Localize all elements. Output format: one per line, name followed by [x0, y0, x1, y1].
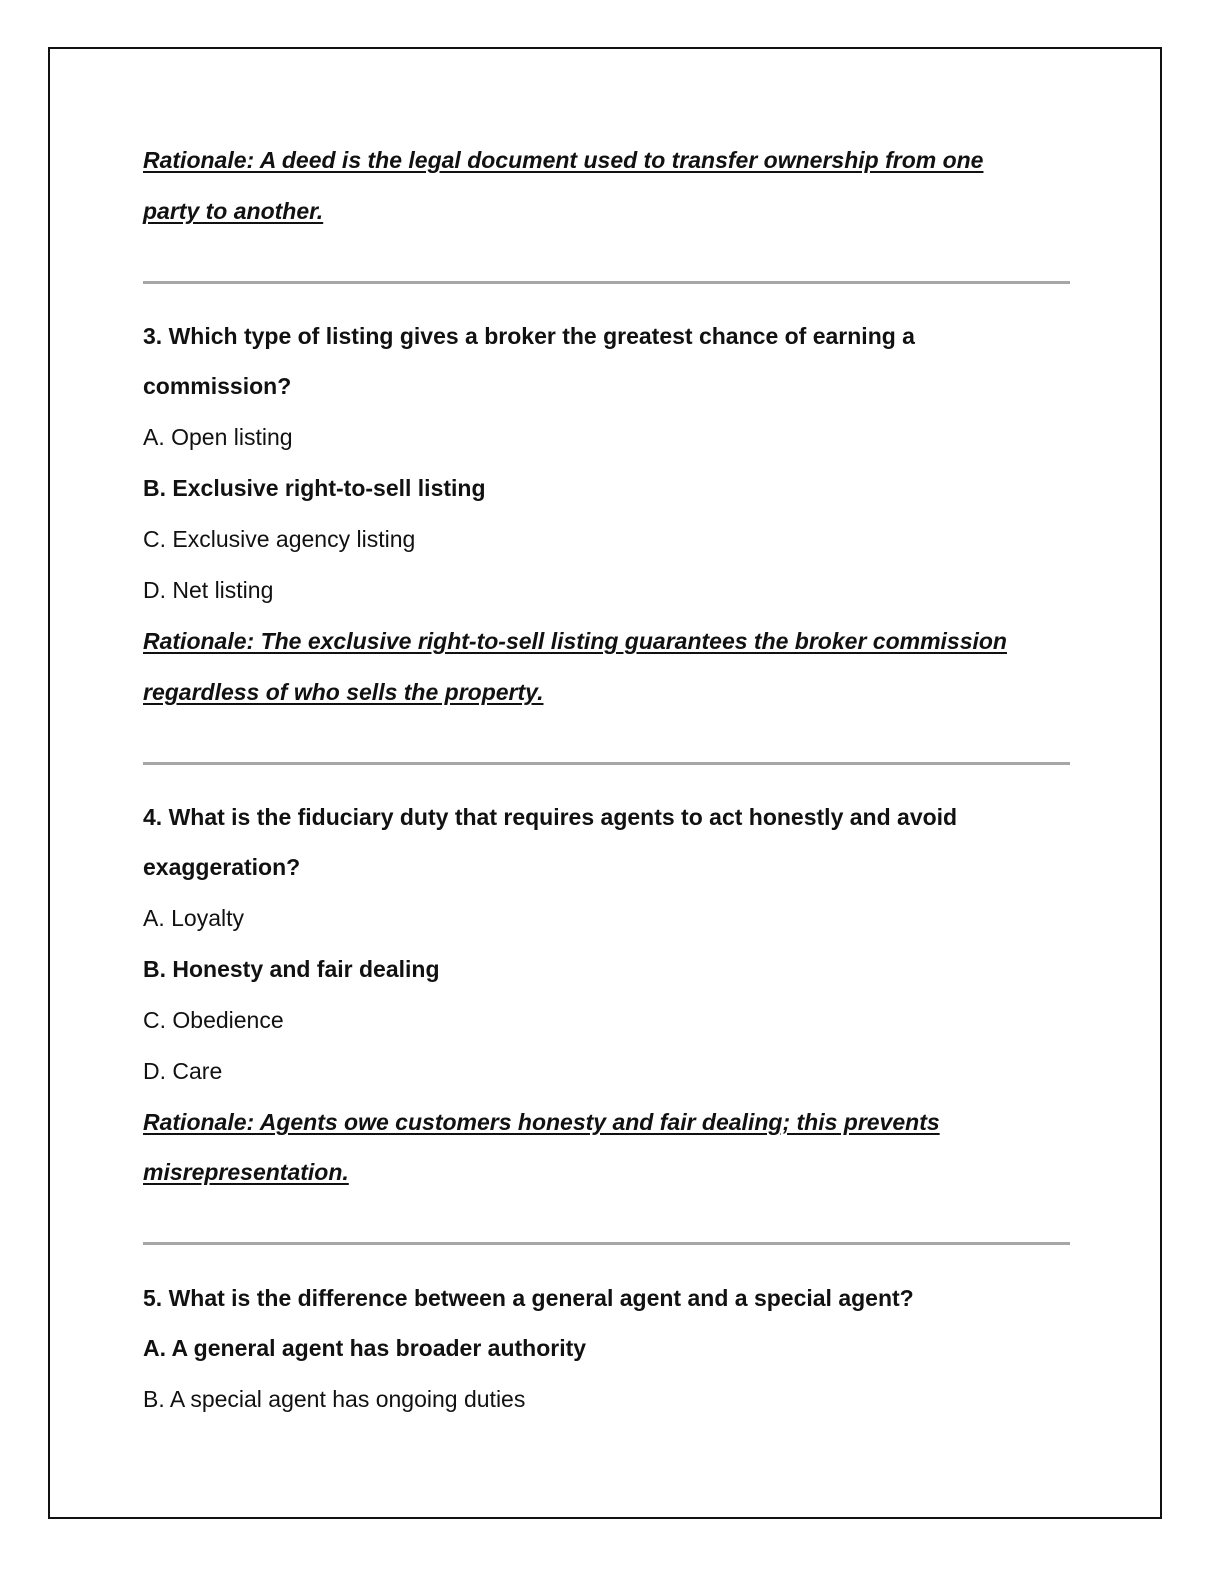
- section-divider: [143, 1242, 1070, 1245]
- q2-rationale-line-1: Rationale: A deed is the legal document used to transfer ownership from one: [143, 147, 984, 173]
- q3-question-line-1: 3. Which type of listing gives a broker the greatest chance of earning a: [143, 323, 915, 349]
- q3-rationale-line-1: Rationale: The exclusive right-to-sell listing guarantees the broker commission: [143, 628, 1007, 654]
- section-divider: [143, 762, 1070, 765]
- q4-option-d: D. Care: [143, 1058, 223, 1084]
- q4-option-b-correct: B. Honesty and fair dealing: [143, 956, 440, 982]
- q5-question-line-1: 5. What is the difference between a general agent and a special agent?: [143, 1285, 914, 1311]
- q3-option-d: D. Net listing: [143, 577, 274, 603]
- q3-option-b-correct: B. Exclusive right-to-sell listing: [143, 475, 486, 501]
- q2-rationale-line-2: party to another.: [143, 198, 324, 224]
- q4-option-c: C. Obedience: [143, 1007, 284, 1033]
- q5-option-b: B. A special agent has ongoing duties: [143, 1386, 526, 1412]
- q3-option-a: A. Open listing: [143, 424, 293, 450]
- section-divider: [143, 281, 1070, 284]
- q4-rationale-line-1: Rationale: Agents owe customers honesty and fair dealing; this prevents: [143, 1109, 940, 1135]
- q4-rationale-line-2: misrepresentation.: [143, 1159, 349, 1185]
- q4-question-line-2: exaggeration?: [143, 854, 301, 880]
- q4-question-line-1: 4. What is the fiduciary duty that requires agents to act honestly and avoid: [143, 804, 958, 830]
- q5-option-a-correct: A. A general agent has broader authority: [143, 1335, 587, 1361]
- q3-option-c: C. Exclusive agency listing: [143, 526, 416, 552]
- q4-option-a: A. Loyalty: [143, 905, 244, 931]
- q3-rationale-line-2: regardless of who sells the property.: [143, 679, 544, 705]
- q3-question-line-2: commission?: [143, 373, 292, 399]
